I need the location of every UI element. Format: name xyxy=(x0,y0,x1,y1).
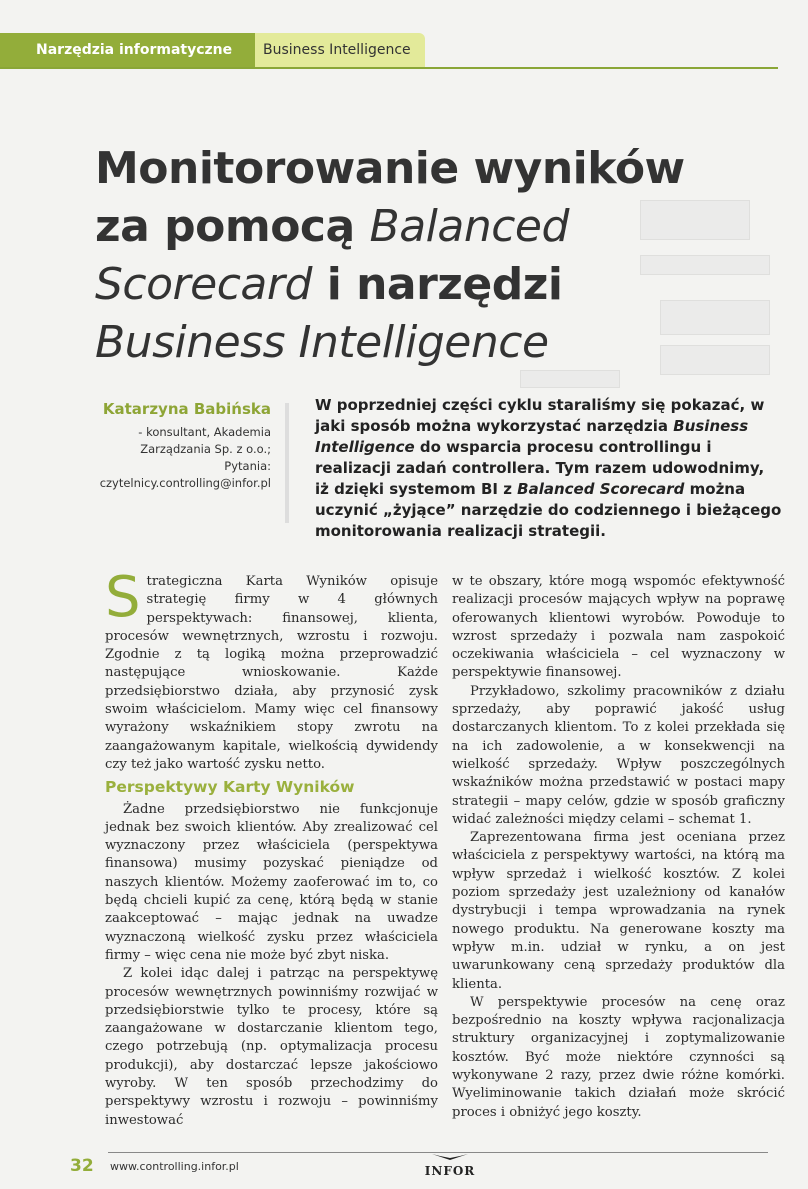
author-block xyxy=(95,400,271,492)
logo-text: INFOR xyxy=(424,1164,476,1178)
paragraph-7: W perspektywie procesów na cenę oraz bezpośrednio na koszty wpływa racjonalizacja struktury organizacyjnej i zoptymalizowanie kosztów. Być może niektóre czynności są wykonywane 2 razy, przez dwie różne komórki. Wyeliminowanie takich działań może skrócić proces i obniżyć jego koszty. xyxy=(452,994,785,1120)
drop-cap: S xyxy=(105,565,141,630)
lead-text-2: do wsparcia procesu controllingu i realizacji zadań controllera. Tym razem udowodnimy, iż dzięki systemom BI z xyxy=(315,438,765,498)
logo-emblem-icon xyxy=(430,1152,470,1162)
paragraph-5: Przykładowo, szkolimy pracowników z działu sprzedaży, aby poprawić jakość usług dostarczanych klientom. To z kolei przekłada się na ich zadowolenie, a w konsekwencji na wielkość sprzedaży. Wpływ poszczególnych wskaźników można przedstawić w postaci mapy strategii – mapy celów, gdzie w sposób graficzny widać zależności między celami – schemat 1. xyxy=(452,683,785,827)
title-line-3-italic: Scorecard xyxy=(95,259,312,310)
paragraph-6: Zaprezentowana firma jest oceniana przez właściciela z perspektywy wartości, na którą ma wpływ sprzedaż i wielkość kosztów. Z kolei poziom sprzedaży jest uzależniony od kanałów dystrybucji i tempa wprowadzania na rynek nowego produktu. Na generowane koszty ma wpływ m.in. udział w rynku, a on jest uwarunkowany ceną sprzedaży produktów dla klienta. xyxy=(452,830,785,992)
title-line-2-italic: Balanced xyxy=(369,201,569,252)
article-title xyxy=(95,140,695,372)
lead-italic-2: Balanced Scorecard xyxy=(517,480,685,498)
lead-text-3: można uczynić „żyjące” narzędzie do codziennego i bieżącego monitorowania realizacji strategii. xyxy=(315,480,782,540)
title-line-3: i narzędzi xyxy=(311,259,563,310)
column-left xyxy=(105,565,438,1130)
title-line-1: Monitorowanie wyników xyxy=(95,143,685,194)
page-number: 32 xyxy=(70,1156,94,1176)
title-line-2: za pomocą xyxy=(95,201,370,252)
paragraph-1-text: trategiczna Karta Wyników opisuje strategię firmy w 4 głównych perspektywach: finansowej, klienta, procesów wewnętrznych, wzrostu i rozwoju. Zgodnie z tą logiką można przeprowadzić następujące wnioskowanie. Każde przedsiębiorstwo działa, aby przynosić zysk swoim właścicielom. Mamy więc cel finansowy wyrażony wskaźnikiem stopy zwrotu na zaangażowanym kapitale, wielkością dywidendy czy też jako wartość zysku netto. xyxy=(105,574,438,772)
author-role: - konsultant, Akademia xyxy=(138,425,271,439)
title-line-4-italic: Business Intelligence xyxy=(95,317,549,368)
publisher-logo xyxy=(410,1147,490,1178)
paragraph-4: w te obszary, które mogą wspomóc efektywność realizacji procesów mających wpływ na poprawę oferowanych klientowi wyrobów. Powoduje to wzrost sprzedaży i pozwala nam zaspokoić oczekiwania właściciela – cel wyznaczony w perspektywie finansowej. xyxy=(452,574,785,681)
lead-italic-1: Business Intelligence xyxy=(315,417,749,456)
paragraph-3: Z kolei idąc dalej i patrząc na perspektywę procesów wewnętrznych powinniśmy rozwijać w przedsiębiorstwie tylko te procesy, które są zaangażowane w dostarczanie klientom tego, czego potrzebują (np. optymalizacja procesu produkcji), aby dostarczać lepsze jakościowo wyroby. W ten sposób przechodzimy do perspektywy wzrostu i rozwoju – powinniśmy inwestować xyxy=(105,966,438,1128)
author-questions-label: Pytania: xyxy=(224,459,271,473)
section-heading: Perspektywy Karty Wyników xyxy=(105,778,355,797)
author-name: Katarzyna Babińska xyxy=(102,400,271,418)
paragraph-2: Żadne przedsiębiorstwo nie funkcjonuje jednak bez swoich klientów. Aby zrealizować cel wyznaczony przez właściciela (perspektywa finansowa) musimy pozyskać pieniądze od naszych klientów. Możemy zaoferować im to, co będą chcieli kupić za cenę, którą będą w stanie zaakceptować – mając jednak na uwadze wyznaczoną wielkość zysku przez właściciela firmy – więc cena nie może być zbyt niska. xyxy=(105,801,438,963)
section-category: Narzędzia informatyczne xyxy=(0,33,255,67)
column-right xyxy=(452,573,785,1122)
header-rule xyxy=(0,67,778,69)
author-divider xyxy=(285,403,289,523)
article-lead xyxy=(315,395,783,542)
paragraph-1 xyxy=(105,565,438,774)
lead-text-1: W poprzedniej części cyklu staraliśmy się pokazać, w jaki sposób można wykorzystać narzędzia xyxy=(315,396,765,435)
author-email[interactable]: czytelnicy.controlling@infor.pl xyxy=(99,476,271,490)
author-company: Zarządzania Sp. z o.o.; xyxy=(140,442,271,456)
section-subcategory: Business Intelligence xyxy=(255,33,425,67)
footer-url[interactable]: www.controlling.infor.pl xyxy=(110,1160,239,1173)
